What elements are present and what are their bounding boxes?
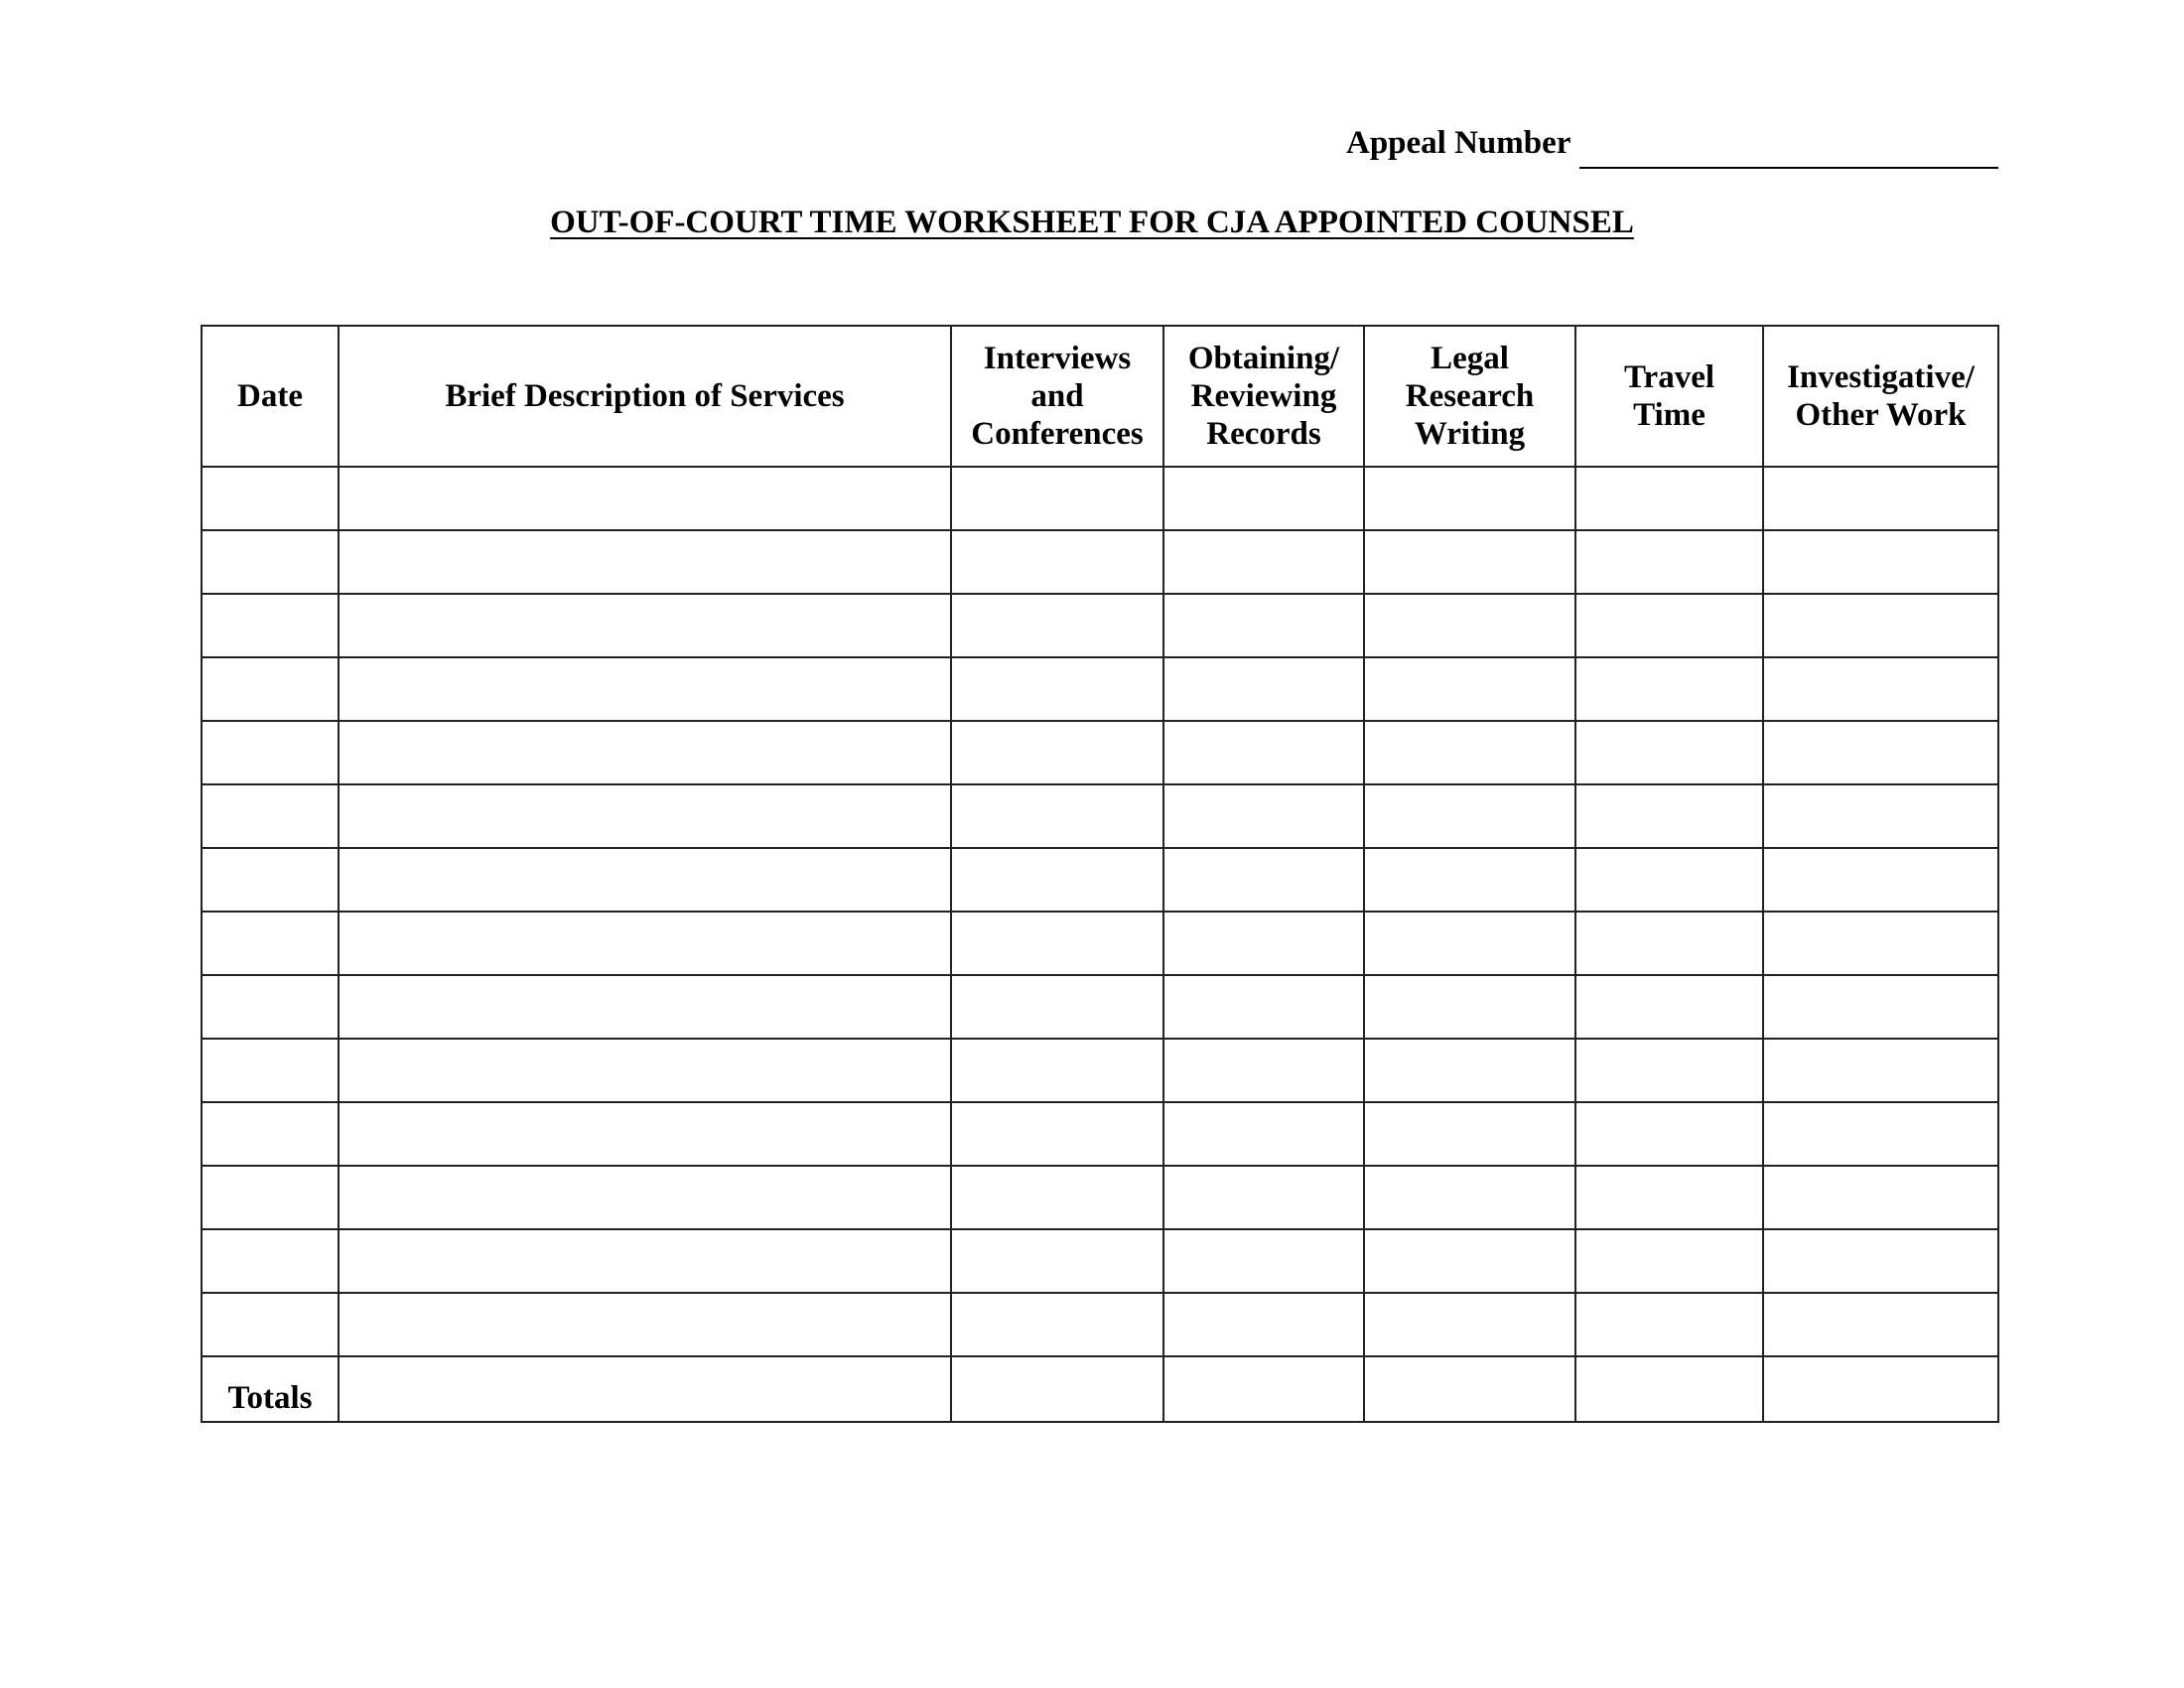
page-title-text: OUT-OF-COURT TIME WORKSHEET FOR CJA APPOINTED COUNSEL — [550, 205, 1634, 240]
cell-investigative-other-work[interactable] — [1763, 848, 1998, 912]
page-title — [0, 205, 2184, 241]
cell-travel-time[interactable] — [1575, 1039, 1763, 1102]
cell-interviews-conferences[interactable] — [951, 530, 1163, 594]
cell-legal-research-writing[interactable] — [1364, 530, 1575, 594]
cell-interviews-conferences[interactable] — [951, 721, 1163, 784]
cell-travel-time[interactable] — [1575, 1293, 1763, 1356]
cell-travel-time[interactable] — [1575, 912, 1763, 975]
cell-description[interactable] — [339, 1229, 951, 1293]
cell-date[interactable] — [202, 1166, 339, 1229]
total-obtaining-reviewing-records[interactable] — [1163, 1356, 1364, 1422]
table-row — [202, 1293, 1998, 1356]
column-header-text: Writing — [1414, 416, 1526, 452]
cell-travel-time[interactable] — [1575, 530, 1763, 594]
cell-interviews-conferences[interactable] — [951, 594, 1163, 657]
table-row — [202, 721, 1998, 784]
column-header-travel-time — [1575, 326, 1763, 467]
column-header-text: Travel — [1623, 359, 1715, 395]
cell-investigative-other-work[interactable] — [1763, 1039, 1998, 1102]
cell-date[interactable] — [202, 1039, 339, 1102]
appeal-number-field[interactable] — [1579, 167, 1998, 169]
cell-description[interactable] — [339, 1039, 951, 1102]
cell-obtaining-reviewing-records[interactable] — [1163, 467, 1364, 530]
cell-date[interactable] — [202, 530, 339, 594]
cell-investigative-other-work[interactable] — [1763, 1229, 1998, 1293]
table-row — [202, 1166, 1998, 1229]
cell-travel-time[interactable] — [1575, 1229, 1763, 1293]
column-header-text: Research — [1405, 378, 1535, 414]
cell-legal-research-writing[interactable] — [1364, 1229, 1575, 1293]
column-header-text: Date — [237, 378, 303, 414]
total-legal-research-writing[interactable] — [1364, 1356, 1575, 1422]
cell-legal-research-writing[interactable] — [1364, 594, 1575, 657]
column-header-text: and — [1030, 378, 1084, 414]
cell-investigative-other-work[interactable] — [1763, 784, 1998, 848]
column-header-obtaining-reviewing-records — [1163, 326, 1364, 467]
cell-travel-time[interactable] — [1575, 784, 1763, 848]
appeal-number-label: Appeal Number — [1346, 125, 1571, 161]
cell-description[interactable] — [339, 467, 951, 530]
column-header-date — [202, 326, 339, 467]
cell-description[interactable] — [339, 1293, 951, 1356]
column-header-text: Investigative/ — [1787, 359, 1975, 395]
table-row — [202, 784, 1998, 848]
column-header-text: Records — [1206, 416, 1321, 452]
cell-obtaining-reviewing-records[interactable] — [1163, 975, 1364, 1039]
cell-investigative-other-work[interactable] — [1763, 721, 1998, 784]
cell-investigative-other-work[interactable] — [1763, 1293, 1998, 1356]
cell-travel-time[interactable] — [1575, 467, 1763, 530]
cell-obtaining-reviewing-records[interactable] — [1163, 1166, 1364, 1229]
column-header-description — [339, 326, 951, 467]
cell-investigative-other-work[interactable] — [1763, 657, 1998, 721]
column-header-text: Brief Description of Services — [445, 378, 845, 414]
cell-travel-time[interactable] — [1575, 1102, 1763, 1166]
cell-legal-research-writing[interactable] — [1364, 1039, 1575, 1102]
cell-interviews-conferences[interactable] — [951, 1102, 1163, 1166]
cell-obtaining-reviewing-records[interactable] — [1163, 1039, 1364, 1102]
column-header-text: Legal — [1431, 341, 1509, 376]
cell-legal-research-writing[interactable] — [1364, 975, 1575, 1039]
total-interviews-conferences[interactable] — [951, 1356, 1163, 1422]
column-header-text: Interviews — [983, 341, 1132, 376]
cell-interviews-conferences[interactable] — [951, 1229, 1163, 1293]
cell-investigative-other-work[interactable] — [1763, 530, 1998, 594]
table-row — [202, 848, 1998, 912]
cell-description[interactable] — [339, 594, 951, 657]
cell-date[interactable] — [202, 594, 339, 657]
table-header-row — [202, 326, 1998, 467]
cell-legal-research-writing[interactable] — [1364, 1293, 1575, 1356]
cell-interviews-conferences[interactable] — [951, 1293, 1163, 1356]
table-row — [202, 912, 1998, 975]
cell-legal-research-writing[interactable] — [1364, 912, 1575, 975]
column-header-text: Conferences — [971, 416, 1144, 452]
cell-travel-time[interactable] — [1575, 1166, 1763, 1229]
cell-obtaining-reviewing-records[interactable] — [1163, 1102, 1364, 1166]
total-investigative-other-work[interactable] — [1763, 1356, 1998, 1422]
cell-obtaining-reviewing-records[interactable] — [1163, 1229, 1364, 1293]
column-header-investigative-other-work — [1763, 326, 1998, 467]
cell-interviews-conferences[interactable] — [951, 467, 1163, 530]
time-worksheet-table — [201, 325, 1999, 1423]
cell-description[interactable] — [339, 721, 951, 784]
cell-date[interactable] — [202, 784, 339, 848]
cell-description[interactable] — [339, 848, 951, 912]
column-header-legal-research-writing — [1364, 326, 1575, 467]
table-row — [202, 975, 1998, 1039]
cell-legal-research-writing[interactable] — [1364, 848, 1575, 912]
cell-obtaining-reviewing-records[interactable] — [1163, 594, 1364, 657]
cell-travel-time[interactable] — [1575, 657, 1763, 721]
total-travel-time[interactable] — [1575, 1356, 1763, 1422]
cell-investigative-other-work[interactable] — [1763, 1102, 1998, 1166]
cell-interviews-conferences[interactable] — [951, 975, 1163, 1039]
cell-description[interactable] — [339, 657, 951, 721]
cell-date[interactable] — [202, 467, 339, 530]
table-row — [202, 1102, 1998, 1166]
cell-date[interactable] — [202, 1229, 339, 1293]
cell-obtaining-reviewing-records[interactable] — [1163, 1293, 1364, 1356]
cell-legal-research-writing[interactable] — [1364, 467, 1575, 530]
cell-date[interactable] — [202, 721, 339, 784]
cell-interviews-conferences[interactable] — [951, 657, 1163, 721]
cell-interviews-conferences[interactable] — [951, 1039, 1163, 1102]
table-row — [202, 594, 1998, 657]
cell-obtaining-reviewing-records[interactable] — [1163, 721, 1364, 784]
cell-interviews-conferences[interactable] — [951, 848, 1163, 912]
cell-investigative-other-work[interactable] — [1763, 594, 1998, 657]
cell-description[interactable] — [339, 975, 951, 1039]
table-row — [202, 1229, 1998, 1293]
cell-travel-time[interactable] — [1575, 594, 1763, 657]
table-row — [202, 657, 1998, 721]
cell-obtaining-reviewing-records[interactable] — [1163, 530, 1364, 594]
cell-date[interactable] — [202, 657, 339, 721]
column-header-text: Obtaining/ — [1187, 341, 1340, 376]
totals-label: Totals — [202, 1356, 339, 1422]
cell-obtaining-reviewing-records[interactable] — [1163, 784, 1364, 848]
cell-interviews-conferences[interactable] — [951, 912, 1163, 975]
cell-legal-research-writing[interactable] — [1364, 657, 1575, 721]
column-header-text: Time — [1633, 397, 1706, 433]
cell-interviews-conferences[interactable] — [951, 1166, 1163, 1229]
cell-date[interactable] — [202, 1293, 339, 1356]
cell-investigative-other-work[interactable] — [1763, 1166, 1998, 1229]
cell-description[interactable] — [339, 912, 951, 975]
cell-description[interactable] — [339, 784, 951, 848]
cell-travel-time[interactable] — [1575, 848, 1763, 912]
cell-obtaining-reviewing-records[interactable] — [1163, 657, 1364, 721]
cell-legal-research-writing[interactable] — [1364, 1102, 1575, 1166]
column-header-text: Reviewing — [1190, 378, 1337, 414]
table-row — [202, 530, 1998, 594]
cell-date[interactable] — [202, 912, 339, 975]
column-header-text: Other Work — [1795, 397, 1967, 433]
cell-obtaining-reviewing-records[interactable] — [1163, 912, 1364, 975]
table-row — [202, 1039, 1998, 1102]
column-header-interviews-conferences — [951, 326, 1163, 467]
cell-obtaining-reviewing-records[interactable] — [1163, 848, 1364, 912]
total-description[interactable] — [339, 1356, 951, 1422]
cell-investigative-other-work[interactable] — [1763, 467, 1998, 530]
cell-investigative-other-work[interactable] — [1763, 912, 1998, 975]
cell-travel-time[interactable] — [1575, 721, 1763, 784]
cell-description[interactable] — [339, 530, 951, 594]
cell-interviews-conferences[interactable] — [951, 784, 1163, 848]
cell-description[interactable] — [339, 1102, 951, 1166]
cell-investigative-other-work[interactable] — [1763, 975, 1998, 1039]
cell-description[interactable] — [339, 1166, 951, 1229]
cell-legal-research-writing[interactable] — [1364, 721, 1575, 784]
cell-legal-research-writing[interactable] — [1364, 784, 1575, 848]
totals-row — [202, 1356, 1998, 1422]
cell-date[interactable] — [202, 848, 339, 912]
table-row — [202, 467, 1998, 530]
cell-date[interactable] — [202, 1102, 339, 1166]
cell-date[interactable] — [202, 975, 339, 1039]
cell-travel-time[interactable] — [1575, 975, 1763, 1039]
cell-legal-research-writing[interactable] — [1364, 1166, 1575, 1229]
